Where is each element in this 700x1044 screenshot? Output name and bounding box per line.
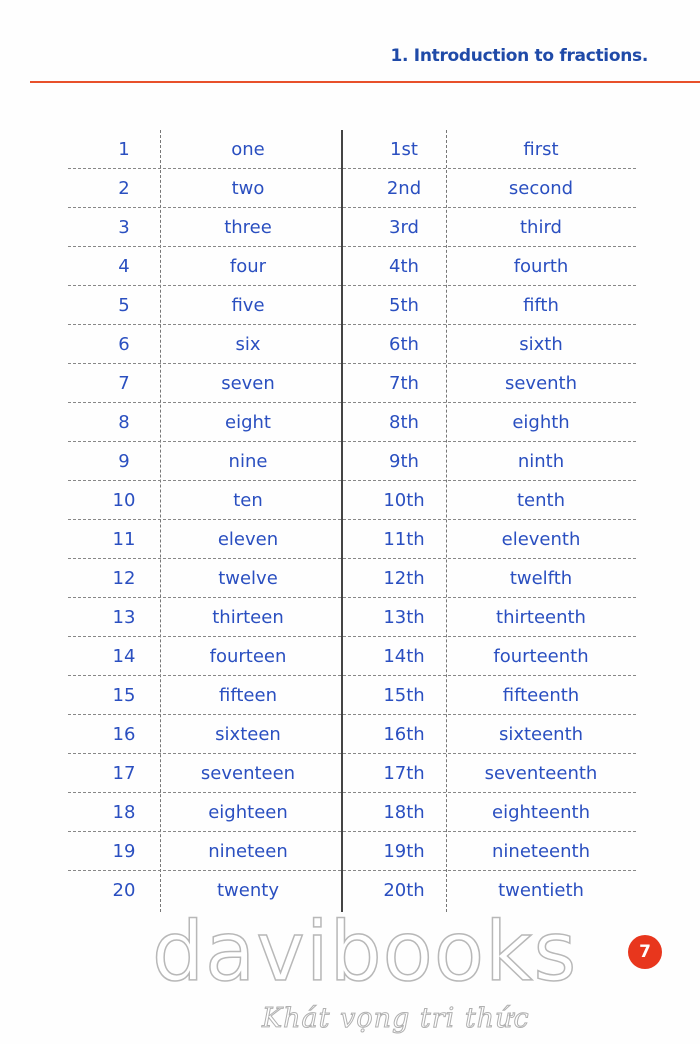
ordinal-number: 15th: [383, 685, 425, 706]
ordinal-word: fifteenth: [502, 685, 580, 706]
title-underline: [30, 81, 700, 83]
ordinal-word: first: [523, 139, 559, 160]
cardinal-number: 17: [112, 763, 136, 784]
cardinal-word: eleven: [217, 529, 279, 550]
chapter-title: 1. Introduction to fractions.: [390, 46, 648, 66]
table-row: [68, 676, 636, 715]
ordinal-word: twelfth: [509, 568, 573, 589]
cardinal-number: 4: [118, 256, 130, 277]
ordinal-word: eighth: [512, 412, 570, 433]
cardinal-word: twelve: [218, 568, 278, 589]
ordinal-word: third: [520, 217, 562, 238]
table-row: [68, 832, 636, 871]
ordinal-word: twentieth: [498, 880, 584, 901]
ordinal-number: 5th: [389, 295, 419, 316]
cardinal-number: 5: [118, 295, 130, 316]
cardinal-number: 9: [118, 451, 130, 472]
page-number-badge: 7: [628, 935, 662, 969]
cardinal-word: eighteen: [208, 802, 288, 823]
ordinal-word: ninth: [517, 451, 565, 472]
cardinal-number: 1: [118, 139, 130, 160]
cardinal-word: seven: [221, 373, 275, 394]
table-row: [68, 130, 636, 169]
ordinal-word: nineteenth: [492, 841, 590, 862]
ordinal-number: 17th: [383, 763, 425, 784]
table-row: [68, 208, 636, 247]
cardinal-word: five: [231, 295, 265, 316]
cardinal-word: two: [231, 178, 265, 199]
ordinal-word: tenth: [516, 490, 565, 511]
cardinal-word: nineteen: [208, 841, 288, 862]
ordinal-number: 9th: [389, 451, 419, 472]
table-row: [68, 754, 636, 793]
numbers-table: [68, 130, 636, 912]
table-row: [68, 403, 636, 442]
ordinal-number: 12th: [383, 568, 425, 589]
cardinal-number: 11: [112, 529, 136, 550]
ordinal-word: thirteenth: [496, 607, 586, 628]
ordinal-word: fourth: [513, 256, 569, 277]
cardinal-number: 16: [112, 724, 136, 745]
cardinal-word: eight: [225, 412, 271, 433]
ordinal-word: second: [508, 178, 574, 199]
ordinal-number: 4th: [389, 256, 419, 277]
ordinal-number: 18th: [383, 802, 425, 823]
cardinal-number: 14: [112, 646, 136, 667]
cardinal-word: six: [235, 334, 261, 355]
ordinal-number: 13th: [383, 607, 425, 628]
table-row: [68, 364, 636, 403]
ordinal-number: 10th: [383, 490, 425, 511]
ordinal-number: 16th: [383, 724, 425, 745]
ordinal-word: sixteenth: [498, 724, 584, 745]
cardinal-number: 20: [112, 880, 136, 901]
table-row: [68, 559, 636, 598]
cardinal-word: nine: [228, 451, 268, 472]
cardinal-word: sixteen: [215, 724, 281, 745]
ordinal-number: 20th: [383, 880, 425, 901]
table-row: [68, 637, 636, 676]
cardinal-number: 12: [112, 568, 136, 589]
cardinal-number: 6: [118, 334, 130, 355]
cardinal-number: 19: [112, 841, 136, 862]
ordinal-number: 6th: [389, 334, 419, 355]
brand-watermark: davibooks: [152, 905, 578, 1000]
cardinal-word: twenty: [217, 880, 279, 901]
cardinal-number: 18: [112, 802, 136, 823]
table-row: [68, 520, 636, 559]
cardinal-word: three: [224, 217, 272, 238]
table-row: [68, 793, 636, 832]
table-row: [68, 481, 636, 520]
cardinal-number: 13: [112, 607, 136, 628]
ordinal-number: 3rd: [389, 217, 419, 238]
table-row: [68, 169, 636, 208]
ordinal-number: 11th: [383, 529, 425, 550]
ordinal-word: fourteenth: [493, 646, 589, 667]
ordinal-number: 14th: [383, 646, 425, 667]
table-row: [68, 442, 636, 481]
cardinal-word: fourteen: [209, 646, 287, 667]
cardinal-number: 3: [118, 217, 130, 238]
ordinal-number: 19th: [383, 841, 425, 862]
table-row: [68, 598, 636, 637]
ordinal-number: 7th: [389, 373, 419, 394]
cardinal-number: 8: [118, 412, 130, 433]
cardinal-number: 2: [118, 178, 130, 199]
table-row: [68, 247, 636, 286]
ordinal-number: 1st: [390, 139, 418, 160]
table-row: [68, 286, 636, 325]
brand-tagline: Khát vọng tri thức: [262, 1003, 530, 1034]
ordinal-number: 2nd: [386, 178, 422, 199]
cardinal-number: 7: [118, 373, 130, 394]
cardinal-word: seventeen: [200, 763, 296, 784]
ordinal-word: seventh: [504, 373, 578, 394]
cardinal-number: 10: [112, 490, 136, 511]
ordinal-word: seventeenth: [484, 763, 598, 784]
cardinal-word: fifteen: [219, 685, 277, 706]
cardinal-word: four: [229, 256, 267, 277]
ordinal-word: eighteenth: [492, 802, 590, 823]
table-row: [68, 325, 636, 364]
cardinal-word: thirteen: [212, 607, 284, 628]
cardinal-number: 15: [112, 685, 136, 706]
cardinal-word: ten: [233, 490, 263, 511]
ordinal-word: fifth: [523, 295, 559, 316]
ordinal-word: sixth: [519, 334, 563, 355]
ordinal-word: eleventh: [501, 529, 581, 550]
ordinal-number: 8th: [389, 412, 419, 433]
cardinal-word: one: [231, 139, 265, 160]
table-row: [68, 715, 636, 754]
